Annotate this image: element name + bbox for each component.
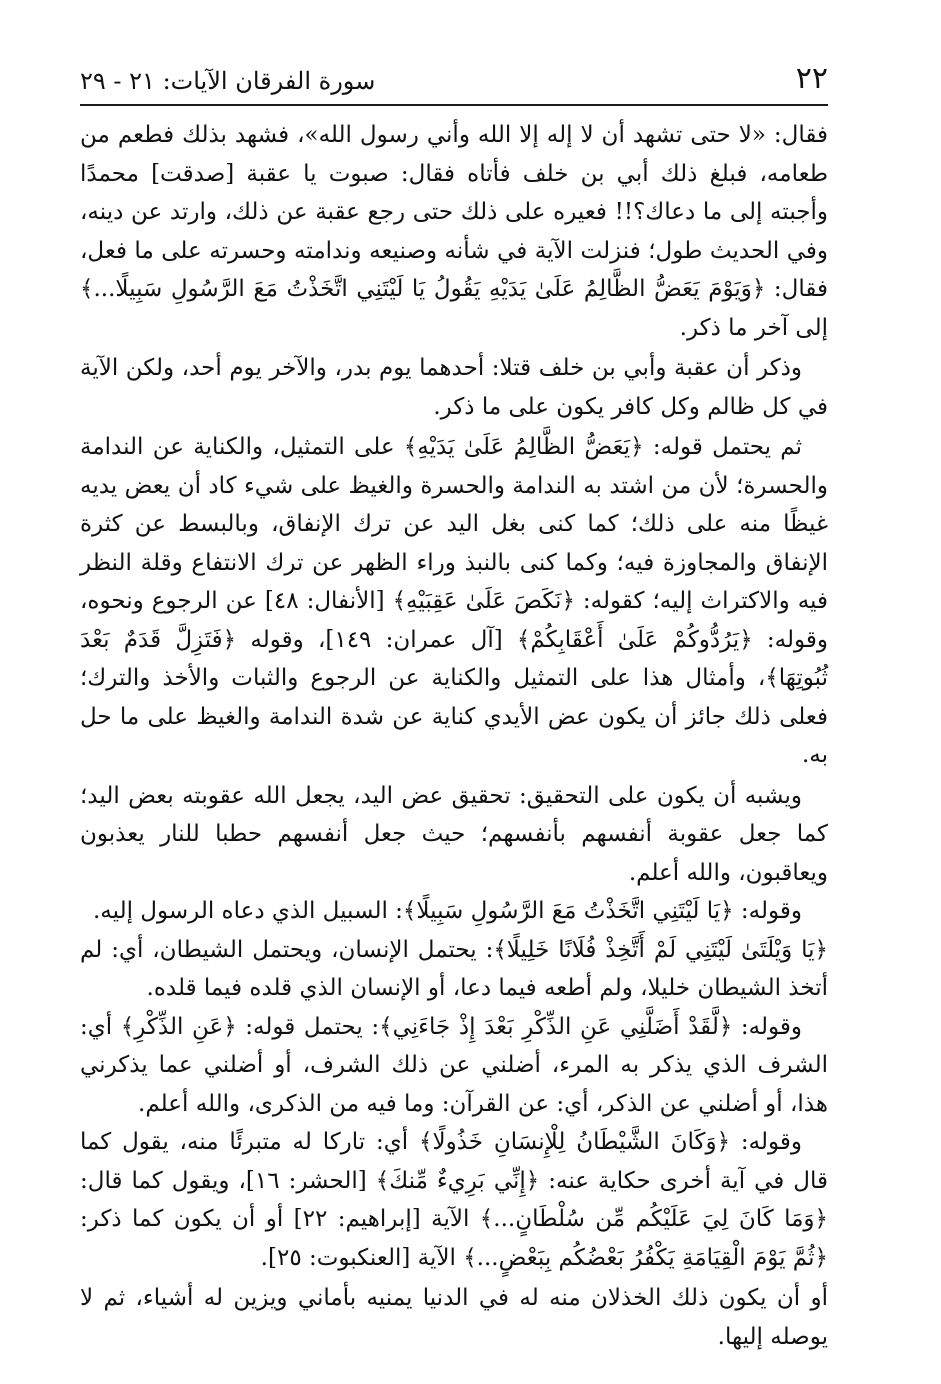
paragraph: ثم يحتمل قوله: ﴿يَعَضُّ الظَّالِمُ عَلَىٰ يَدَيْهِ﴾ على التمثيل، والكناية عن الندامة والحسرة؛ لأن من اشتد به الندامة والحسرة والغيظ على شيء كاد أن يعض يديه غيظًا منه على ذلك؛ كما كنى بغل اليد عن ترك الإنفاق، وبالبسط عن كثرة الإنفاق والمجاوزة فيه؛ وكما كنى بالنبذ وراء الظهر عن ترك الانتفاع وقلة النظر فيه والاكتراث إليه؛ كقوله: ﴿نَكَصَ عَلَىٰ عَقِبَيْهِ﴾ [الأنفال: ٤٨] عن الرجوع ونحوه، وقوله: ﴿يَرُدُّوكُمْ عَلَىٰ أَعْقَابِكُمْ﴾ [آل عمران: ١٤٩]، وقوله ﴿فَتَزِلَّ قَدَمٌ بَعْدَ ثُبُوتِهَا﴾، وأمثال هذا على التمثيل والكناية عن الرجوع والثبات والأخذ والترك؛ فعلى ذلك جائز أن يكون عض الأيدي كناية عن شدة الندامة والغيظ على ما حل به. [80, 434, 829, 768]
paragraph: وقوله: ﴿يَا لَيْتَنِي اتَّخَذْتُ مَعَ الرَّسُولِ سَبِيلًا﴾: السبيل الذي دعاه الرسول إليه. [92, 898, 802, 924]
page-number: ٢٢ [795, 61, 828, 96]
paragraph: وقوله: ﴿وَكَانَ الشَّيْطَانُ لِلْإِنسَانِ خَذُولًا﴾ أي: تاركا له متبرئًا منه، يقول كما قال في آية أخرى حكاية عنه: ﴿إِنِّي بَرِيءٌ مِّنكَ﴾ [الحشر: ١٦]، ويقول كما قال: ﴿وَمَا كَانَ لِيَ عَلَيْكُم مِّن سُلْطَانٍ...﴾ الآية [إبراهيم: ٢٢] أو أن يكون كما ذكر: ﴿ثُمَّ يَوْمَ الْقِيَامَةِ يَكْفُرُ بَعْضُكُم بِبَعْضٍ...﴾ الآية [العنكبوت: ٢٥]. [80, 1129, 828, 1271]
paragraph: وقوله: ﴿لَّقَدْ أَضَلَّنِي عَنِ الذِّكْرِ بَعْدَ إِذْ جَاءَنِي﴾: يحتمل قوله: ﴿عَنِ الذِّكْرِ﴾ أي: الشرف الذي يذكر به المرء، أضلني عن ذلك الشرف، أو أضلني عما يذكرني هذا، أو أضلني عن الذكر، أي: عن القرآن: وما فيه من الذكرى، والله أعلم. [80, 1013, 828, 1117]
paragraph: ويشبه أن يكون على التحقيق: تحقيق عض اليد، يجعل الله عقوبته بعض اليد؛ كما جعل عقوبة أنفسهم بأنفسهم؛ حيث جعل أنفسهم حطبا للنار يعذبون ويعاقبون، والله أعلم. [80, 782, 828, 886]
paragraph: أو أن يكون ذلك الخذلان منه له في الدنيا يمنيه بأماني ويزين له أشياء، ثم لا يوصله إليها. [80, 1285, 828, 1350]
running-title: سورة الفرقان الآيات: ٢١ - ٢٩ [80, 67, 376, 95]
page-header [80, 52, 828, 106]
paragraph: ﴿يَا وَيْلَتَىٰ لَيْتَنِي لَمْ أَتَّخِذْ فُلَانًا خَلِيلًا﴾: يحتمل الإنسان، ويحتمل الشيطان، أي: لم أتخذ الشيطان خليلا، ولم أطعه فيما دعا، أو الإنسان الذي قلده فيما قلده. [80, 936, 828, 1001]
book-page [80, 52, 828, 1356]
paragraph: فقال: «لا حتى تشهد أن لا إله إلا الله وأني رسول الله»، فشهد بذلك فطعم من طعامه، فبلغ ذلك أبي بن خلف فأتاه فقال: صبوت يا عقبة [صدقت] محمدًا وأجبته إلى ما دعاك؟!! فعيره على ذلك حتى رجع عقبة عن ذلك، وارتد عن دينه، وفي الحديث طول؛ فنزلت الآية في شأنه وصنيعه وندامته وحسرته على ما فعل، فقال: ﴿وَيَوْمَ يَعَضُّ الظَّالِمُ عَلَىٰ يَدَيْهِ يَقُولُ يَا لَيْتَنِي اتَّخَذْتُ مَعَ الرَّسُولِ سَبِيلًا...﴾ إلى آخر ما ذكر. [80, 122, 828, 341]
paragraph: وذكر أن عقبة وأبي بن خلف قتلا: أحدهما يوم بدر، والآخر يوم أحد، ولكن الآية في كل ظالم وكل كافر يكون على ما ذكر. [80, 355, 828, 420]
page-body [80, 116, 828, 1356]
